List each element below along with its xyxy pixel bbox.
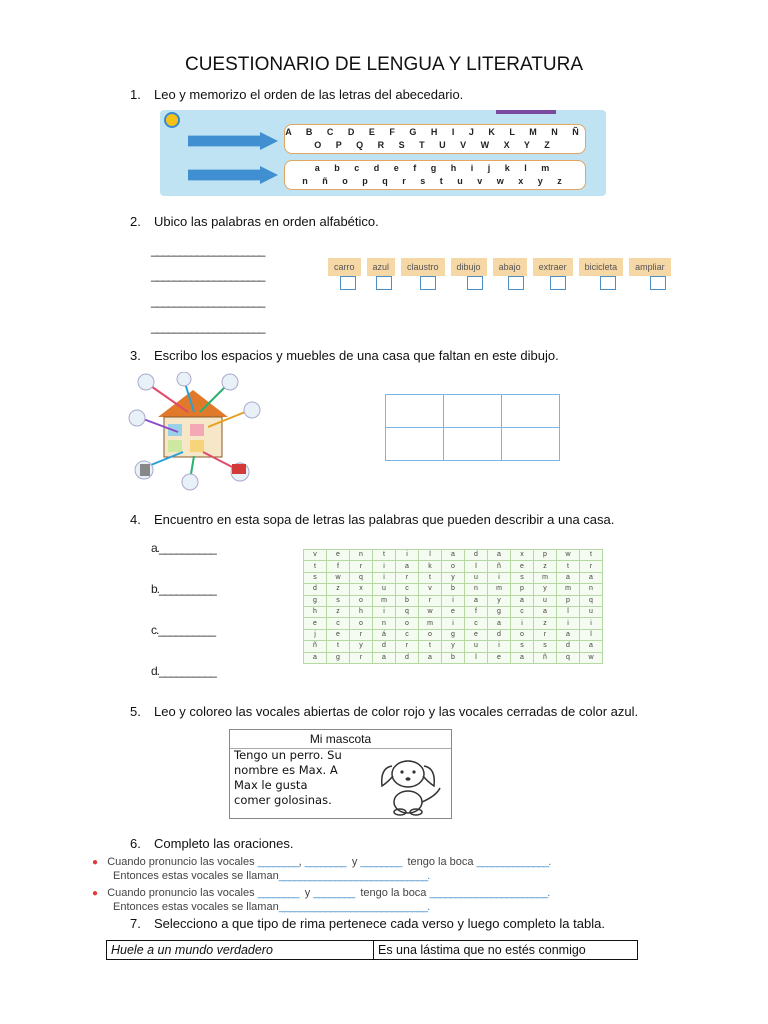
letter-cell[interactable]: j: [304, 629, 327, 640]
word-chip: dibujo: [451, 258, 487, 276]
letter-cell[interactable]: a: [580, 572, 603, 583]
letter-cell[interactable]: f: [465, 606, 488, 617]
letter-cell[interactable]: r: [534, 629, 557, 640]
word-search-row: [304, 652, 603, 663]
letter-cell[interactable]: o: [396, 618, 419, 629]
letter-cell[interactable]: p: [511, 584, 534, 595]
letter-cell[interactable]: r: [350, 652, 373, 663]
question-3: 3. Escribo los espacios y muebles de una casa que faltan en este dibujo.: [130, 348, 559, 363]
letter-cell[interactable]: i: [396, 550, 419, 561]
letter-cell[interactable]: a: [511, 595, 534, 606]
letter-cell[interactable]: o: [350, 618, 373, 629]
letter-cell[interactable]: t: [327, 641, 350, 652]
letter-cell[interactable]: o: [419, 629, 442, 640]
word-search-row: [304, 618, 603, 629]
letter-cell[interactable]: y: [534, 584, 557, 595]
letter-cell[interactable]: l: [557, 606, 580, 617]
letter-cell[interactable]: c: [396, 584, 419, 595]
blank[interactable]: ________: [360, 856, 402, 868]
bullet-icon: ●: [92, 857, 99, 868]
letter-cell[interactable]: ñ: [488, 561, 511, 572]
uppercase-row-1: A B C D E F G H I J K L M N Ñ: [285, 127, 585, 137]
answer-grid: [385, 394, 560, 461]
letter-cell[interactable]: w: [327, 572, 350, 583]
answer-line[interactable]: ____________________: [151, 294, 265, 308]
letter-cell[interactable]: i: [511, 618, 534, 629]
letter-cell[interactable]: a: [580, 641, 603, 652]
option-d[interactable]: d.__________: [151, 664, 216, 678]
letter-cell[interactable]: m: [373, 595, 396, 606]
word-search-row: [304, 641, 603, 652]
letter-cell[interactable]: w: [419, 606, 442, 617]
order-checkbox[interactable]: [550, 276, 566, 290]
letter-cell[interactable]: y: [442, 641, 465, 652]
letter-cell[interactable]: i: [373, 606, 396, 617]
letter-cell[interactable]: p: [534, 550, 557, 561]
question-1: 1. Leo y memorizo el orden de las letras del abecedario.: [130, 87, 464, 102]
word-chip: claustro: [401, 258, 445, 276]
letter-cell[interactable]: g: [327, 652, 350, 663]
letter-cell[interactable]: g: [442, 629, 465, 640]
order-checkbox[interactable]: [600, 276, 616, 290]
letter-cell[interactable]: s: [327, 595, 350, 606]
letter-cell[interactable]: k: [419, 561, 442, 572]
mascota-text: Tengo un perro. Su nombre es Max. A Max le gusta comer golosinas.: [234, 748, 342, 807]
letter-cell[interactable]: i: [580, 618, 603, 629]
rima-cell-left[interactable]: Huele a un mundo verdadero: [107, 941, 374, 960]
blank[interactable]: ________: [304, 856, 346, 868]
letter-cell[interactable]: g: [488, 606, 511, 617]
letter-cell[interactable]: a: [304, 652, 327, 663]
word-search-row: [304, 629, 603, 640]
letter-cell[interactable]: t: [419, 572, 442, 583]
letter-cell[interactable]: i: [373, 561, 396, 572]
option-a[interactable]: a.__________: [151, 541, 216, 555]
letter-cell[interactable]: a: [557, 572, 580, 583]
word-search-row: [304, 550, 603, 561]
rima-table: [106, 940, 638, 960]
letter-cell[interactable]: n: [350, 550, 373, 561]
letter-cell[interactable]: x: [511, 550, 534, 561]
word-chip: carro: [328, 258, 361, 276]
letter-cell[interactable]: s: [304, 572, 327, 583]
answer-cell[interactable]: [444, 395, 502, 428]
letter-cell[interactable]: a: [488, 618, 511, 629]
letter-cell[interactable]: d: [557, 641, 580, 652]
page-title: CUESTIONARIO DE LENGUA Y LITERATURA: [184, 54, 584, 75]
word-search-row: [304, 606, 603, 617]
letter-cell[interactable]: o: [442, 561, 465, 572]
order-checkbox[interactable]: [467, 276, 483, 290]
letter-cell[interactable]: r: [350, 629, 373, 640]
letter-cell[interactable]: t: [373, 550, 396, 561]
letter-cell[interactable]: o: [350, 595, 373, 606]
letter-cell[interactable]: d: [304, 584, 327, 595]
alphabet-panel: [160, 110, 606, 196]
letter-cell[interactable]: n: [465, 584, 488, 595]
question-5: 5. Leo y coloreo las vocales abiertas de color rojo y las vocales cerradas de color azul.: [130, 704, 639, 719]
letter-cell[interactable]: r: [580, 561, 603, 572]
letter-cell[interactable]: q: [557, 652, 580, 663]
lowercase-box: [284, 160, 586, 190]
word-chip: abajo: [493, 258, 527, 276]
letter-cell[interactable]: n: [580, 584, 603, 595]
word-search-row: [304, 561, 603, 572]
letter-cell[interactable]: w: [580, 652, 603, 663]
letter-cell[interactable]: t: [557, 561, 580, 572]
blank[interactable]: _______________________.: [429, 887, 550, 899]
letter-cell[interactable]: d: [373, 641, 396, 652]
letter-cell[interactable]: a: [373, 652, 396, 663]
letter-cell[interactable]: e: [304, 618, 327, 629]
letter-cell[interactable]: d: [488, 629, 511, 640]
letter-cell[interactable]: a: [396, 561, 419, 572]
arrow-right-icon: [188, 166, 278, 184]
letter-cell[interactable]: n: [373, 618, 396, 629]
blank[interactable]: ______________.: [476, 856, 551, 868]
rima-cell-right[interactable]: Es una lástima que no estés conmigo: [374, 941, 638, 960]
letter-cell[interactable]: l: [580, 629, 603, 640]
blank[interactable]: _____________________________.: [278, 901, 430, 913]
letter-cell[interactable]: r: [419, 595, 442, 606]
order-checkbox[interactable]: [340, 276, 356, 290]
letter-cell[interactable]: c: [465, 618, 488, 629]
sentence-2-conclusion: Entonces estas vocales se llaman_____________________________.: [113, 901, 430, 913]
letter-cell[interactable]: v: [419, 584, 442, 595]
blank[interactable]: ________: [313, 887, 355, 899]
magnifier-icon: [164, 112, 180, 128]
letter-cell[interactable]: i: [557, 618, 580, 629]
letter-cell[interactable]: a: [465, 595, 488, 606]
letter-cell[interactable]: m: [557, 584, 580, 595]
blank[interactable]: ________: [257, 856, 299, 868]
letter-cell[interactable]: g: [304, 595, 327, 606]
letter-cell[interactable]: f: [327, 561, 350, 572]
letter-cell[interactable]: t: [580, 550, 603, 561]
option-c[interactable]: c.__________: [151, 623, 216, 637]
letter-cell[interactable]: l: [465, 652, 488, 663]
letter-cell[interactable]: e: [327, 629, 350, 640]
letter-cell[interactable]: i: [488, 641, 511, 652]
lowercase-row-1: a b c d e f g h i j k l m: [314, 163, 556, 173]
letter-cell[interactable]: q: [350, 572, 373, 583]
letter-cell[interactable]: r: [350, 561, 373, 572]
letter-cell[interactable]: t: [304, 561, 327, 572]
letter-cell[interactable]: h: [304, 606, 327, 617]
uppercase-row-2: O P Q R S T U V W X Y Z: [314, 140, 556, 150]
word-chip: extraer: [533, 258, 573, 276]
lowercase-row-2: n ñ o p q r s t u v w x y z: [302, 176, 568, 186]
letter-cell[interactable]: z: [327, 584, 350, 595]
letter-cell[interactable]: c: [327, 618, 350, 629]
sentence-1-conclusion: Entonces estas vocales se llaman_____________________________.: [113, 870, 430, 882]
blank[interactable]: _____________________________.: [278, 870, 430, 882]
answer-cell[interactable]: [444, 428, 502, 461]
letter-cell[interactable]: a: [488, 550, 511, 561]
letter-cell[interactable]: s: [511, 641, 534, 652]
word-list: [328, 258, 671, 276]
letter-cell[interactable]: i: [373, 572, 396, 583]
letter-cell[interactable]: b: [442, 652, 465, 663]
letter-cell[interactable]: t: [419, 641, 442, 652]
letter-cell[interactable]: e: [465, 629, 488, 640]
letter-cell[interactable]: e: [442, 606, 465, 617]
letter-cell[interactable]: l: [465, 561, 488, 572]
letter-cell[interactable]: b: [396, 595, 419, 606]
letter-cell[interactable]: ñ: [304, 641, 327, 652]
word-chip: ampliar: [629, 258, 671, 276]
letter-cell[interactable]: u: [465, 572, 488, 583]
question-6: 6. Completo las oraciones.: [130, 836, 294, 851]
letter-cell[interactable]: e: [488, 652, 511, 663]
letter-cell[interactable]: e: [511, 561, 534, 572]
answer-line[interactable]: ____________________: [151, 243, 265, 257]
mascota-title: Mi mascota: [230, 732, 451, 749]
letter-cell[interactable]: y: [488, 595, 511, 606]
letter-cell[interactable]: a: [442, 550, 465, 561]
letter-cell[interactable]: h: [350, 606, 373, 617]
sentence-1: ● Cuando pronuncio las vocales ________, ________ y ________ tengo la boca ______________.: [92, 856, 551, 868]
letter-cell[interactable]: u: [373, 584, 396, 595]
panel-tab: [496, 110, 556, 114]
order-checkbox[interactable]: [508, 276, 524, 290]
letter-cell[interactable]: s: [534, 641, 557, 652]
letter-cell[interactable]: s: [511, 572, 534, 583]
letter-cell[interactable]: a: [419, 652, 442, 663]
letter-cell[interactable]: z: [327, 606, 350, 617]
letter-cell[interactable]: u: [534, 595, 557, 606]
letter-cell[interactable]: r: [396, 572, 419, 583]
letter-cell[interactable]: i: [442, 618, 465, 629]
mascota-card: [229, 729, 452, 819]
letter-cell[interactable]: b: [442, 584, 465, 595]
answer-line[interactable]: ____________________: [151, 268, 265, 282]
word-search-row: [304, 584, 603, 595]
letter-cell[interactable]: a: [511, 652, 534, 663]
order-checkbox[interactable]: [376, 276, 392, 290]
order-checkbox[interactable]: [420, 276, 436, 290]
letter-cell[interactable]: ñ: [534, 652, 557, 663]
word-search-row: [304, 572, 603, 583]
sentence-2: ● Cuando pronuncio las vocales ________ y ________ tengo la boca _______________________.: [92, 887, 550, 899]
answer-line[interactable]: ____________________: [151, 320, 265, 334]
word-chip: azul: [367, 258, 396, 276]
uppercase-box: [284, 124, 586, 154]
letter-cell[interactable]: m: [534, 572, 557, 583]
letter-cell[interactable]: w: [557, 550, 580, 561]
blank[interactable]: ________: [257, 887, 299, 899]
letter-cell[interactable]: e: [327, 550, 350, 561]
answer-cell[interactable]: [502, 428, 560, 461]
letter-cell[interactable]: o: [511, 629, 534, 640]
letter-cell[interactable]: v: [304, 550, 327, 561]
letter-cell[interactable]: z: [534, 618, 557, 629]
letter-cell[interactable]: c: [511, 606, 534, 617]
letter-cell[interactable]: l: [419, 550, 442, 561]
letter-cell[interactable]: q: [580, 595, 603, 606]
letter-cell[interactable]: u: [580, 606, 603, 617]
bullet-icon: ●: [92, 888, 99, 899]
question-2: 2. Ubico las palabras en orden alfabético.: [130, 214, 379, 229]
dog-icon: [370, 752, 450, 816]
option-b[interactable]: b.__________: [151, 582, 216, 596]
answer-cell[interactable]: [386, 395, 444, 428]
letter-cell[interactable]: z: [534, 561, 557, 572]
letter-cell[interactable]: d: [396, 652, 419, 663]
letter-cell[interactable]: u: [465, 641, 488, 652]
letter-cell[interactable]: r: [396, 641, 419, 652]
word-chip: bicicleta: [579, 258, 624, 276]
letter-cell[interactable]: q: [396, 606, 419, 617]
arrow-right-icon: [188, 132, 278, 150]
word-search-grid: [303, 549, 603, 664]
question-7: 7. Selecciono a que tipo de rima pertenece cada verso y luego completo la tabla.: [130, 916, 605, 931]
letter-cell[interactable]: á: [373, 629, 396, 640]
letter-cell[interactable]: x: [350, 584, 373, 595]
letter-cell[interactable]: y: [442, 572, 465, 583]
order-checkbox[interactable]: [650, 276, 666, 290]
letter-cell[interactable]: m: [419, 618, 442, 629]
letter-cell[interactable]: m: [488, 584, 511, 595]
letter-cell[interactable]: y: [350, 641, 373, 652]
letter-cell[interactable]: a: [534, 606, 557, 617]
answer-cell[interactable]: [386, 428, 444, 461]
answer-cell[interactable]: [502, 395, 560, 428]
question-4: 4. Encuentro en esta sopa de letras las palabras que pueden describir a una casa.: [130, 512, 615, 527]
letter-cell[interactable]: p: [557, 595, 580, 606]
word-search-row: [304, 595, 603, 606]
house-illustration: [128, 372, 262, 492]
letter-cell[interactable]: c: [396, 629, 419, 640]
letter-cell[interactable]: i: [442, 595, 465, 606]
letter-cell[interactable]: d: [465, 550, 488, 561]
letter-cell[interactable]: a: [557, 629, 580, 640]
letter-cell[interactable]: i: [488, 572, 511, 583]
